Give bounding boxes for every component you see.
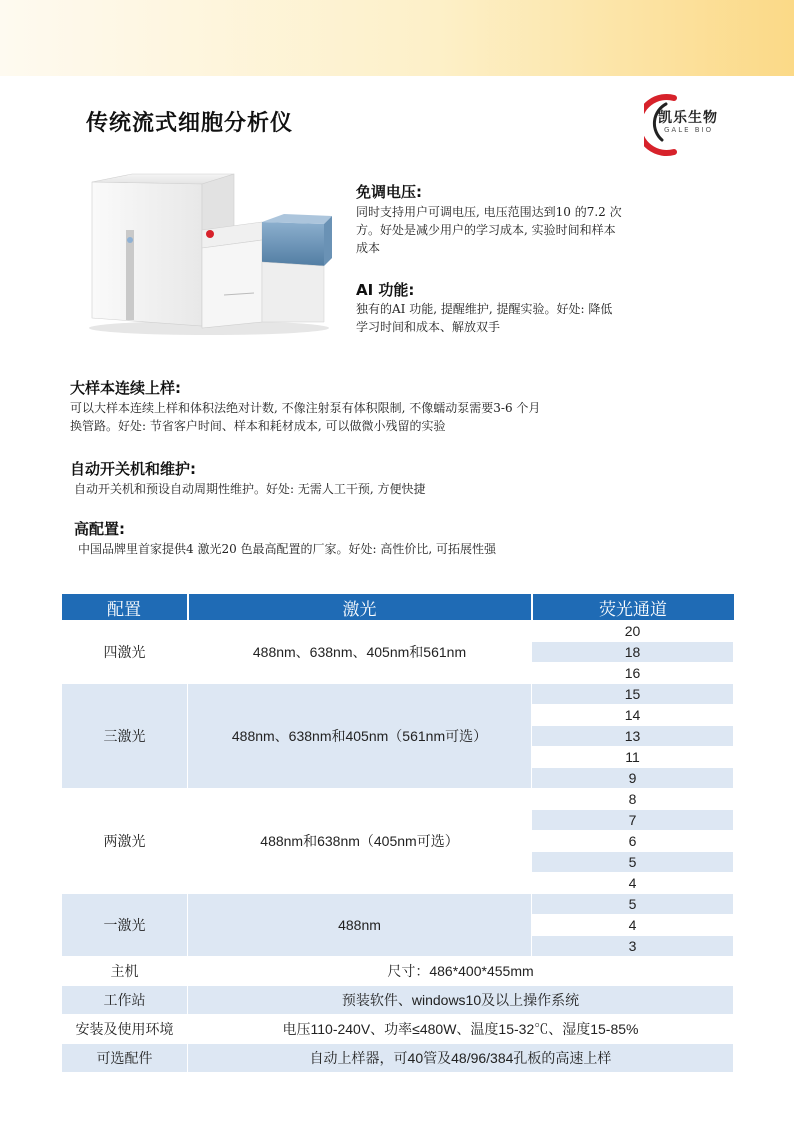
config-cell: 四激光 <box>62 621 188 684</box>
logo-text-en: GALE BIO <box>664 126 714 134</box>
table-row <box>62 621 734 642</box>
text-line: 同时支持用户可调电压, 电压范围达到10 的7.2 次 <box>356 205 622 219</box>
channel-cell: 8 <box>532 789 734 810</box>
channel-cell: 16 <box>532 663 734 684</box>
config-cell: 三激光 <box>62 684 188 789</box>
channel-cell: 9 <box>532 768 734 789</box>
laser-cell: 488nm <box>188 894 532 957</box>
text-line: 成本 <box>356 241 381 255</box>
section-title-auto: 自动开关机和维护: <box>70 460 196 478</box>
product-image <box>84 170 336 336</box>
header-channels: 荧光通道 <box>532 594 734 621</box>
laser-cell: 488nm和638nm（405nm可选） <box>188 789 532 894</box>
table-header-row <box>62 594 734 621</box>
footer-label: 主机 <box>62 957 188 986</box>
footer-value: 电压110-240V、功率≤480W、温度15-32℃、湿度15-85% <box>188 1015 734 1044</box>
header-laser: 激光 <box>188 594 532 621</box>
footer-value: 尺寸：486*400*455mm <box>188 957 734 986</box>
flow-cytometer-illustration <box>84 170 336 336</box>
section-title-voltage: 免调电压: <box>356 183 422 201</box>
table-row <box>62 957 734 986</box>
channel-cell: 13 <box>532 726 734 747</box>
header-banner <box>0 0 794 76</box>
table-row <box>62 684 734 705</box>
channel-cell: 6 <box>532 831 734 852</box>
table-row <box>62 1044 734 1073</box>
footer-label: 安装及使用环境 <box>62 1015 188 1044</box>
laser-cell: 488nm、638nm和405nm（561nm可选） <box>188 684 532 789</box>
text-line: 中国品牌里首家提供4 激光20 色最高配置的厂家。好处: 高性价比, 可拓展性强 <box>78 542 497 556</box>
laser-cell: 488nm、638nm、405nm和561nm <box>188 621 532 684</box>
company-logo <box>644 90 736 158</box>
channel-cell: 7 <box>532 810 734 831</box>
footer-label: 工作站 <box>62 986 188 1015</box>
section-body-sampler <box>70 399 740 435</box>
text-line: 学习时间和成本、解放双手 <box>356 320 501 334</box>
section-body-config <box>78 540 738 558</box>
section-body-voltage <box>356 203 736 257</box>
header-config: 配置 <box>62 594 188 621</box>
channel-cell: 3 <box>532 936 734 957</box>
table-row <box>62 894 734 915</box>
footer-value: 自动上样器，可40管及48/96/384孔板的高速上样 <box>188 1044 734 1073</box>
channel-cell: 15 <box>532 684 734 705</box>
section-title-sampler: 大样本连续上样: <box>70 379 181 397</box>
channel-cell: 18 <box>532 642 734 663</box>
channel-cell: 4 <box>532 915 734 936</box>
footer-label: 可选配件 <box>62 1044 188 1073</box>
page-title: 传统流式细胞分析仪 <box>86 111 294 136</box>
config-cell: 一激光 <box>62 894 188 957</box>
spec-table <box>61 594 734 1073</box>
channel-cell: 20 <box>532 621 734 642</box>
text-line: 独有的AI 功能, 提醒维护, 提醒实验。好处: 降低 <box>356 302 613 316</box>
logo-text-cn: 凯乐生物 <box>658 110 718 126</box>
table-row <box>62 1015 734 1044</box>
table-row <box>62 986 734 1015</box>
text-line: 换管路。好处: 节省客户时间、样本和耗材成本, 可以做微小残留的实验 <box>70 419 446 433</box>
channel-cell: 11 <box>532 747 734 768</box>
table-row <box>62 789 734 810</box>
section-title-ai: AI 功能: <box>356 281 415 299</box>
channel-cell: 14 <box>532 705 734 726</box>
footer-value: 预装软件、windows10及以上操作系统 <box>188 986 734 1015</box>
section-body-ai <box>356 300 736 336</box>
text-line: 可以大样本连续上样和体积法绝对计数, 不像注射泵有体积限制, 不像蠕动泵需要3-6 个月 <box>70 401 541 415</box>
channel-cell: 4 <box>532 873 734 894</box>
text-line: 方。好处是减少用户的学习成本, 实验时间和样本 <box>356 223 616 237</box>
config-cell: 两激光 <box>62 789 188 894</box>
text-line: 自动开关机和预设自动周期性维护。好处: 无需人工干预, 方便快捷 <box>74 482 426 496</box>
section-title-config: 高配置: <box>74 520 125 538</box>
channel-cell: 5 <box>532 852 734 873</box>
channel-cell: 5 <box>532 894 734 915</box>
section-body-auto <box>74 480 734 498</box>
